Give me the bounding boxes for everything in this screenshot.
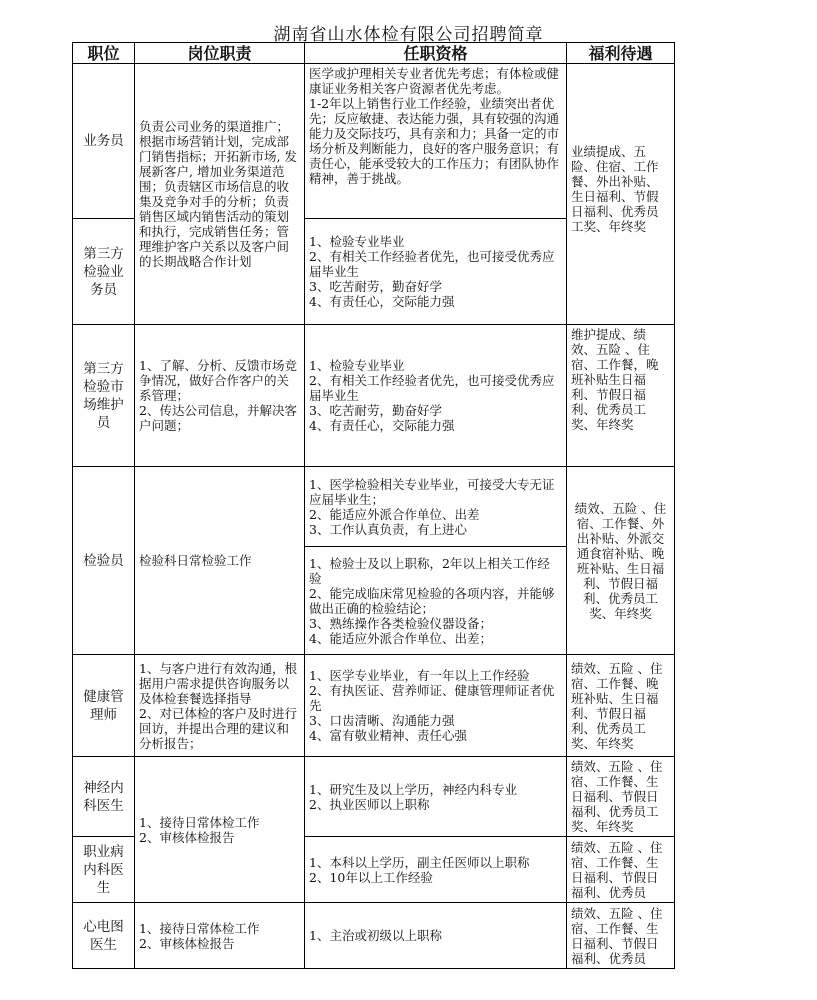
duties-cell: 1、接待日常体检工作 2、审核体检报告 (135, 903, 305, 969)
header-position: 职位 (73, 43, 135, 64)
requirements-cell: 1、医学专业毕业，有一年以上工作经验 2、有执医证、营养师证、健康管理师证者优先 3、口齿清晰、沟通能力强 4、富有敬业精神、责任心强 (305, 655, 567, 757)
table-row (73, 757, 675, 837)
benefits-cell: 绩效、五险 、住宿、工作餐、晚班补贴、生日福利、节假日福利、优秀员工奖、年终奖 (567, 655, 675, 757)
duties-cell: 1、接待日常体检工作 2、审核体检报告 (135, 757, 305, 903)
requirements-cell: 医学或护理相关专业者优先考虑；有体检或健康证业务相关客户资源者优先考虑。 1-2年以上销售行业工作经验，业绩突出者优先；反应敏捷、表达能力强，具有较强的沟通能力及交际技巧，具有亲和力；具备一定的市场分析及判断能力，良好的客户服务意识；有责任心，能承受较大的工作压力；有团队协作精神，善于挑战。 (305, 64, 567, 219)
benefits-cell: 绩效、五险 、住宿、工作餐、生日福利、节假日福利、优秀员工奖、年终奖 (567, 757, 675, 837)
table-row (73, 325, 675, 467)
table-row (73, 64, 675, 219)
benefits-cell: 维护提成、绩效、五险 、住宿、工作餐，晚班补贴生日福利、节假日福利、优秀员工奖、年终奖 (567, 325, 675, 467)
benefits-cell: 业绩提成、五险、住宿、工作餐、外出补贴、生日福利、节假日福利、优秀员工奖、年终奖 (567, 64, 675, 325)
table-row (73, 903, 675, 969)
position-cell: 检验员 (73, 467, 135, 655)
requirements-cell: 1、检验专业毕业 2、有相关工作经验者优先，也可接受优秀应届毕业生 3、吃苦耐劳，勤奋好学 4、有责任心，交际能力强 (305, 219, 567, 325)
position-cell: 健康管理师 (73, 655, 135, 757)
position-cell: 神经内科医生 (73, 757, 135, 837)
requirements-cell: 1、研究生及以上学历，神经内科专业 2、执业医师以上职称 (305, 757, 567, 837)
position-cell: 业务员 (73, 64, 135, 219)
header-row (73, 43, 675, 64)
duties-cell: 检验科日常检验工作 (135, 467, 305, 655)
duties-cell: 1、了解、分析、反馈市场竞争情况，做好合作客户的关系管理； 2、传达公司信息，并解决客户问题； (135, 325, 305, 467)
header-duties: 岗位职责 (135, 43, 305, 64)
requirements-cell: 1、检验专业毕业 2、有相关工作经验者优先，也可接受优秀应届毕业生 3、吃苦耐劳，勤奋好学 4、有责任心，交际能力强 (305, 325, 567, 467)
table-row (73, 467, 675, 547)
position-cell: 第三方检验市场维护员 (73, 325, 135, 467)
position-cell: 职业病内科医生 (73, 837, 135, 903)
requirements-cell: 1、检验士及以上职称，2年以上相关工作经验 2、能完成临床常见检验的各项内容，并能够做出正确的检验结论； 3、熟练操作各类检验仪器设备； 4、能适应外派合作单位、出差； (305, 547, 567, 655)
benefits-cell: 绩效、五险 、住宿、工作餐、生日福利、节假日福利、优秀员 (567, 837, 675, 903)
position-cell: 第三方检验业务员 (73, 219, 135, 325)
recruitment-table (72, 42, 675, 969)
duties-cell: 负责公司业务的渠道推广；根据市场营销计划，完成部门销售指标；开拓新市场, 发展新客户, 增加业务渠道范围；负责辖区市场信息的收集及竞争对手的分析；负责销售区域内销售活动的策划和执行，完成销售任务；管理维护客户关系以及客户间的长期战略合作计划 (135, 64, 305, 325)
duties-cell: 1、与客户进行有效沟通，根据用户需求提供咨询服务以及体检套餐选择指导 2、对已体检的客户及时进行回访，并提出合理的建议和分析报告； (135, 655, 305, 757)
header-requirements: 任职资格 (305, 43, 567, 64)
requirements-cell: 1、本科以上学历，副主任医师以上职称 2、10年以上工作经验 (305, 837, 567, 903)
header-benefits: 福利待遇 (567, 43, 675, 64)
benefits-cell: 绩效、五险 、住宿、工作餐、生日福利、节假日福利、优秀员 (567, 903, 675, 969)
benefits-cell: 绩效、五险 、住宿、工作餐、外出补贴、外派交通食宿补贴、晚班补贴、生日福利、节假日福利、优秀员工奖、年终奖 (567, 467, 675, 655)
position-cell: 心电图医生 (73, 903, 135, 969)
requirements-cell: 1、主治或初级以上职称 (305, 903, 567, 969)
page-title: 湖南省山水体检有限公司招聘简章 (273, 25, 544, 45)
table-row (73, 655, 675, 757)
requirements-cell: 1、医学检验相关专业毕业，可接受大专无证应届毕业生； 2、能适应外派合作单位、出差 3、工作认真负责，有上进心 (305, 467, 567, 547)
